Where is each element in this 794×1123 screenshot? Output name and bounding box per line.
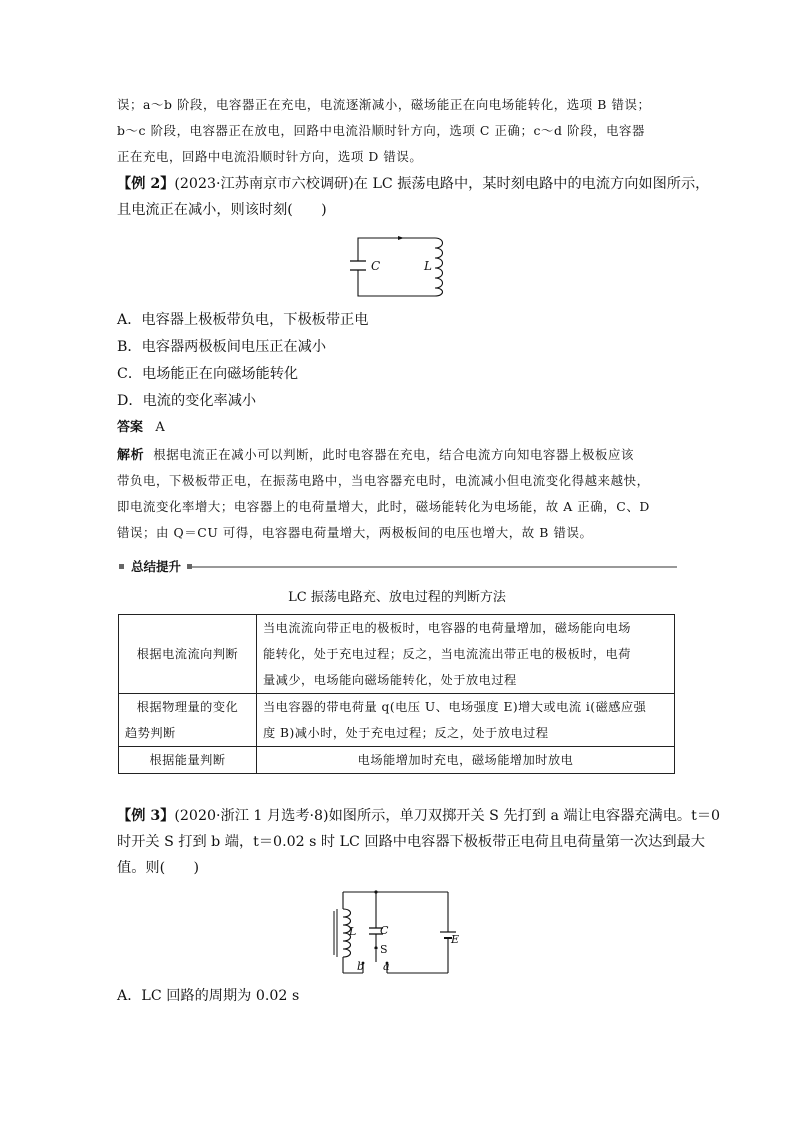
example-2-line-1 (117, 171, 710, 197)
summary-bullet-left (119, 564, 124, 569)
summary-bullet-right (187, 564, 192, 569)
example-3-line-1 (117, 803, 721, 829)
option-a: A．电容器上极板带负电，下极板带正电 (117, 312, 369, 328)
table-label-line: 根据物理量的变化 (136, 700, 239, 714)
example-3-line-3: 值。则( ) (117, 860, 200, 876)
summary-heading: 总结提升 (127, 559, 185, 575)
option-c: C．电场能正在向磁场能转化 (117, 366, 299, 382)
table-cell-line: 电场能增加时充电，磁场能增加时放电 (357, 753, 574, 767)
analysis-line-1 (117, 442, 677, 469)
table-cell-line: 当电流流向带正电的极板时，电容器的电荷量增加，磁场能向电场 (263, 621, 631, 635)
summary-rule (191, 566, 677, 568)
lc-circuit-figure (350, 228, 450, 300)
example-2-text-1: (2023·江苏南京市六校调研)在 LC 振荡电路中，某时刻电路中的电流方向如图所示， (174, 176, 710, 192)
inductor-label: L (424, 259, 432, 273)
table-row-content (257, 694, 675, 747)
example-3-tag: 【例 3】 (117, 808, 175, 824)
option-d: D．电流的变化率减小 (117, 393, 257, 409)
answer-line (117, 417, 165, 439)
example-2-line-2: 且电流正在减小，则该时刻( ) (117, 202, 327, 218)
table-row (119, 747, 675, 774)
summary-table-title: LC 振荡电路充、放电过程的判断方法 (288, 590, 506, 605)
example-3-line-2: 时开关 S 打到 b 端，t＝0.02 s 时 LC 回路中电容器下极板带正电荷且电荷量第一次达到最大 (117, 834, 705, 850)
table-row (119, 615, 675, 694)
analysis-line-3: 即电流变化率增大；电容器上的电荷量增大，此时，磁场能转化为电场能，故 A 正确，C、D (117, 499, 650, 514)
table-row-label (119, 694, 257, 747)
table-row-content (257, 747, 675, 774)
table-label-line: 趋势判断 (125, 726, 176, 740)
switch-fig-b-label: b (357, 960, 365, 973)
analysis-line-4: 错误；由 Q＝CU 可得，电容器电荷量增大，两极板间的电压也增大，故 B 错误。 (117, 525, 593, 540)
analysis-line-2: 带负电，下极板带正电，在振荡电路中，当电容器充电时，电流减小但电流变化得越来越快， (117, 473, 650, 488)
table-row-label: 根据能量判断 (119, 747, 257, 774)
option-b: B．电容器两极板间电压正在减小 (117, 339, 327, 355)
switch-fig-s-label: S (380, 943, 388, 956)
switch-fig-a-label: a (383, 960, 390, 973)
capacitor-label: C (371, 259, 381, 273)
analysis-label: 解析 (117, 448, 145, 463)
summary-divider (117, 559, 677, 575)
example-3-text-1: (2020·浙江 1 月选考·8)如图所示，单刀双掷开关 S 先打到 a 端让电容器充满电。t＝0 (174, 808, 721, 824)
switch-fig-c-label: C (380, 924, 389, 937)
intro-line-1: 误；a～b 阶段，电容器正在充电，电流逐渐减小，磁场能正在向电场能转化，选项 B 错误； (117, 97, 651, 112)
example-3-option-a: A．LC 回路的周期为 0.02 s (117, 988, 300, 1004)
table-row-content (257, 615, 675, 694)
table-cell-line: 当电容器的带电荷量 q(电压 U、电场强度 E)增大或电流 i(磁感应强 (263, 700, 647, 714)
table-cell-line: 量减少，电场能向磁场能转化，处于放电过程 (263, 673, 517, 687)
table-row-label: 根据电流流向判断 (119, 615, 257, 694)
table-cell-line: 度 B)减小时，处于充电过程；反之，处于放电过程 (263, 726, 549, 740)
table-cell-line: 能转化，处于充电过程；反之，当电流流出带正电的极板时，电荷 (263, 647, 631, 661)
analysis-text-1: 根据电流正在减小可以判断，此时电容器在充电，结合电流方向知电容器上极板应该 (153, 447, 634, 462)
summary-table (118, 614, 675, 774)
table-row (119, 694, 675, 747)
intro-line-3: 正在充电，回路中电流沿顺时针方向，选项 D 错误。 (117, 149, 423, 164)
intro-line-2: b～c 阶段，电容器正在放电，回路中电流沿顺时针方向，选项 C 正确；c～d 阶段，电容器 (117, 123, 646, 138)
switch-fig-l-label: L (349, 925, 357, 938)
example-2-tag: 【例 2】 (117, 176, 175, 192)
answer-value: A (155, 420, 165, 435)
answer-label: 答案 (117, 420, 144, 435)
switch-fig-e-label: E (451, 933, 460, 946)
